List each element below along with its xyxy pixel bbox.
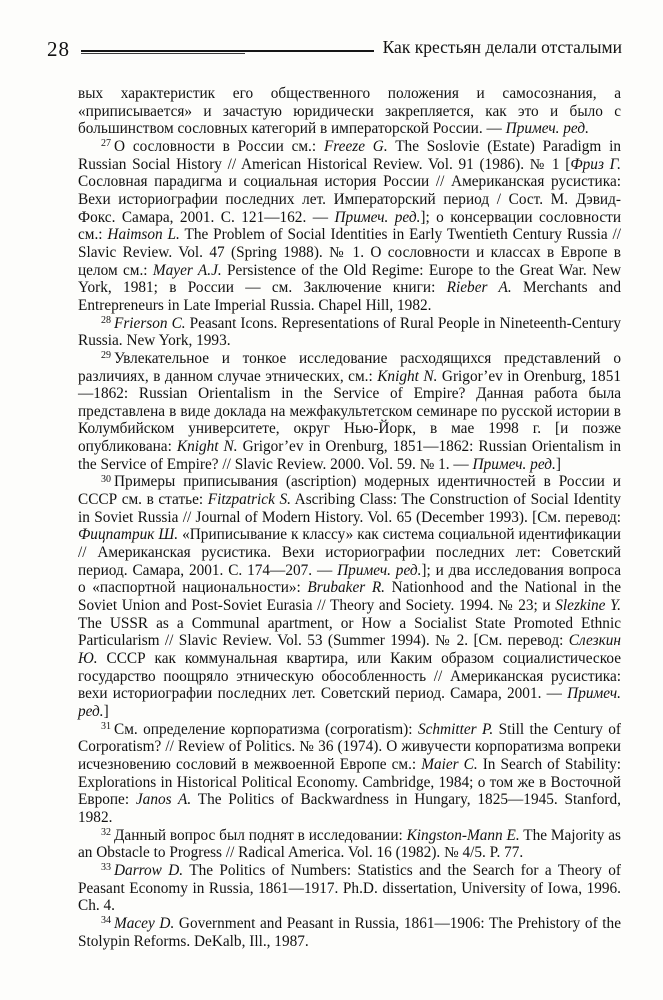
italic-text-segment: Macey D. bbox=[114, 914, 175, 932]
italic-text-segment: Freeze G. bbox=[323, 137, 388, 155]
footnote-29 bbox=[78, 350, 621, 474]
text-segment: Merchants and Entrepreneurs in Late Imperial Russia. Chapel Hill, 1982. bbox=[78, 279, 621, 314]
page-header bbox=[47, 36, 622, 62]
italic-text-segment: Slezkine Y. bbox=[555, 597, 621, 615]
italic-text-segment: Haimson L. bbox=[107, 226, 180, 244]
italic-text-segment: Примеч. ред. bbox=[78, 685, 621, 720]
text-segment: The Politics of Numbers: Statistics and the Search for a Theory of Peasant Economy in Russia, 1861—1917. Ph.D. dissertation, University of Iowa, 1996. Ch. 4. bbox=[78, 861, 621, 915]
footnote-marker: 32 bbox=[101, 827, 111, 839]
text-segment: Nationhood and the National in the Soviet Union and Post-Soviet Eurasia // Theory and Society. 1994. № 23; и bbox=[78, 579, 621, 615]
text-segment: The Politics of Backwardness in Hungary, 1825—1945. Stanford, 1982. bbox=[78, 791, 621, 826]
text-segment: Ascribing Class: The Construction of Social Identity in Soviet Russia // Journal of Modern History. Vol. 65 (December 1993). [См. перевод: bbox=[78, 491, 621, 526]
text-segment: The Soslovie (Estate) Paradigm in Russian Social History // American Historical Review. Vol. 91 (1986). № 1 [ bbox=[78, 137, 622, 173]
text-segment: Сословная парадигма и социальная история России // Американская русистика: Вехи историографии последних лет. Императорский период / Сост. М. Дэвид-Фокс. Самара, 2001. С. 121—162. — bbox=[78, 173, 621, 226]
italic-text-segment: Примеч. ред. bbox=[334, 208, 421, 226]
italic-text-segment: Примеч. ред. bbox=[472, 455, 556, 473]
text-segment: О сословности в России см.: bbox=[114, 137, 324, 155]
text-segment: Grigor’ev in Orenburg, 1851—1862: Russian Orientalism in the Service of Empire? // Slavic Review. 2000. Vol. 59. № 1. — bbox=[78, 438, 622, 473]
text-segment: Примеры приписывания (ascription) модерных идентичностей в России и СССР см. в статье: bbox=[78, 473, 621, 509]
text-segment: The Problem of Social Identities in Early Twentieth Century Russia // Slavic Review. Vol. 47 (Spring 1988). № 1. О сословности и классах в Европе в целом см.: bbox=[78, 226, 621, 279]
italic-text-segment: Примеч. ред. bbox=[505, 120, 589, 138]
text-segment: Grigor’ev in Orenburg, 1851—1862: Russian Orientalism in the Service of Empire? Данная работа была представлена в виде доклада на межфакультетском семинаре по русской истории в Колумбийском университете, округ Нью-Йорк, в мае 1998 г. [и позже опубликована: bbox=[78, 367, 621, 456]
text-segment: Увлекательное и тонкое исследование расходящихся представлений о различиях, в данном случае этнических, см.: bbox=[78, 349, 621, 385]
text-segment: ] bbox=[103, 702, 109, 720]
footnotes-text-block bbox=[78, 85, 621, 950]
text-segment: См. определение корпоратизма (corporatism): bbox=[114, 720, 418, 738]
footnote-marker: 28 bbox=[101, 315, 111, 327]
italic-text-segment: Brubaker R. bbox=[307, 579, 385, 597]
italic-text-segment: Kingston-Mann E. bbox=[406, 826, 520, 844]
italic-text-segment: Schmitter P. bbox=[417, 720, 494, 738]
italic-text-segment: Слезкин Ю. bbox=[78, 632, 621, 667]
footnote-marker: 34 bbox=[101, 915, 111, 927]
text-segment: ]; о консервации сословности см.: bbox=[78, 208, 622, 244]
text-segment: Peasant Icons. Representations of Rural People in Nineteenth-Century Russia. New York, 1993. bbox=[78, 314, 622, 350]
italic-text-segment: Примеч. ред. bbox=[337, 561, 422, 579]
text-segment: Government and Peasant in Russia, 1861—1906: The Prehistory of the Stolypin Reforms. DeKalb, Ill., 1987. bbox=[78, 914, 621, 950]
text-segment: The USSR as a Communal apartment, or How a Socialist State Promoted Ethnic Particularism // Slavic Review. Vol. 53 (Summer 1994). № 2. [См. перевод: bbox=[78, 614, 621, 650]
footnote-32 bbox=[78, 827, 621, 862]
text-segment: Данный вопрос был поднят в исследовании: bbox=[114, 826, 407, 844]
italic-text-segment: Knight N. bbox=[176, 438, 238, 456]
footnote-marker: 30 bbox=[101, 473, 111, 485]
italic-text-segment: Janos A. bbox=[135, 791, 192, 809]
text-segment: ]; и два исследования вопроса о «паспортной национальности»: bbox=[78, 561, 621, 597]
footnote-marker: 27 bbox=[101, 138, 111, 150]
text-segment: ] bbox=[555, 455, 561, 473]
italic-text-segment: Fitzpatrick S. bbox=[207, 491, 291, 509]
text-segment: In Search of Stability: Explorations in Historical Political Economy. Cambridge, 1984; о том же в Восточной Европе: bbox=[78, 755, 621, 809]
italic-text-segment: Фицпатрик Ш. bbox=[78, 526, 179, 544]
running-head-title: Как крестьян делали отсталыми bbox=[382, 37, 622, 58]
italic-text-segment: Mayer A.J. bbox=[152, 261, 222, 279]
footnote-27 bbox=[78, 138, 621, 315]
italic-text-segment: Фриз Г. bbox=[570, 155, 621, 173]
italic-text-segment: Darrow D. bbox=[114, 861, 184, 879]
footnote-marker: 31 bbox=[101, 721, 111, 733]
footnote-marker: 33 bbox=[101, 862, 111, 874]
header-rule bbox=[81, 50, 374, 52]
paragraph-continuation bbox=[78, 85, 621, 138]
text-segment: вых характеристик его общественного положения и самосознания, а «приписывается» и зачастую юридически закрепляется, как это и было с большинством сословных категорий в императорской России. — bbox=[78, 85, 621, 138]
footnote-33 bbox=[78, 862, 621, 915]
text-segment: The Majority as an Obstacle to Progress // Radical America. Vol. 16 (1982). № 4/5. P. 77. bbox=[78, 826, 621, 862]
text-segment: СССР как коммунальная квартира, или Каким образом социалистическое государство поощряло этническую обособленность // Американская русистика: вехи историографии последних лет. Советский период. Самара, 2001. — bbox=[78, 650, 621, 703]
text-segment: «Приписывание к классу» как система социальной идентификации // Американская русистика. Вехи историографии последних лет: Советский период. Самара, 2001. С. 174—207. — bbox=[78, 526, 621, 579]
text-segment: Persistence of the Old Regime: Europe to the Great War. New York, 1981; в России — см. Заключение книги: bbox=[78, 261, 621, 297]
footnote-31 bbox=[78, 721, 621, 827]
footnote-marker: 29 bbox=[101, 350, 111, 362]
footnote-30 bbox=[78, 473, 621, 720]
footnote-28 bbox=[78, 315, 621, 350]
page-number: 28 bbox=[47, 36, 70, 61]
text-segment: Still the Century of Corporatism? // Review of Politics. № 36 (1974). О живучести корпоратизма вопреки исчезновению сословий в межвоенной Европе см.: bbox=[78, 720, 621, 773]
italic-text-segment: Rieber A. bbox=[446, 279, 512, 297]
footnote-34 bbox=[78, 915, 621, 950]
italic-text-segment: Knight N. bbox=[377, 367, 438, 385]
italic-text-segment: Frierson C. bbox=[114, 314, 186, 332]
italic-text-segment: Maier C. bbox=[421, 755, 478, 773]
